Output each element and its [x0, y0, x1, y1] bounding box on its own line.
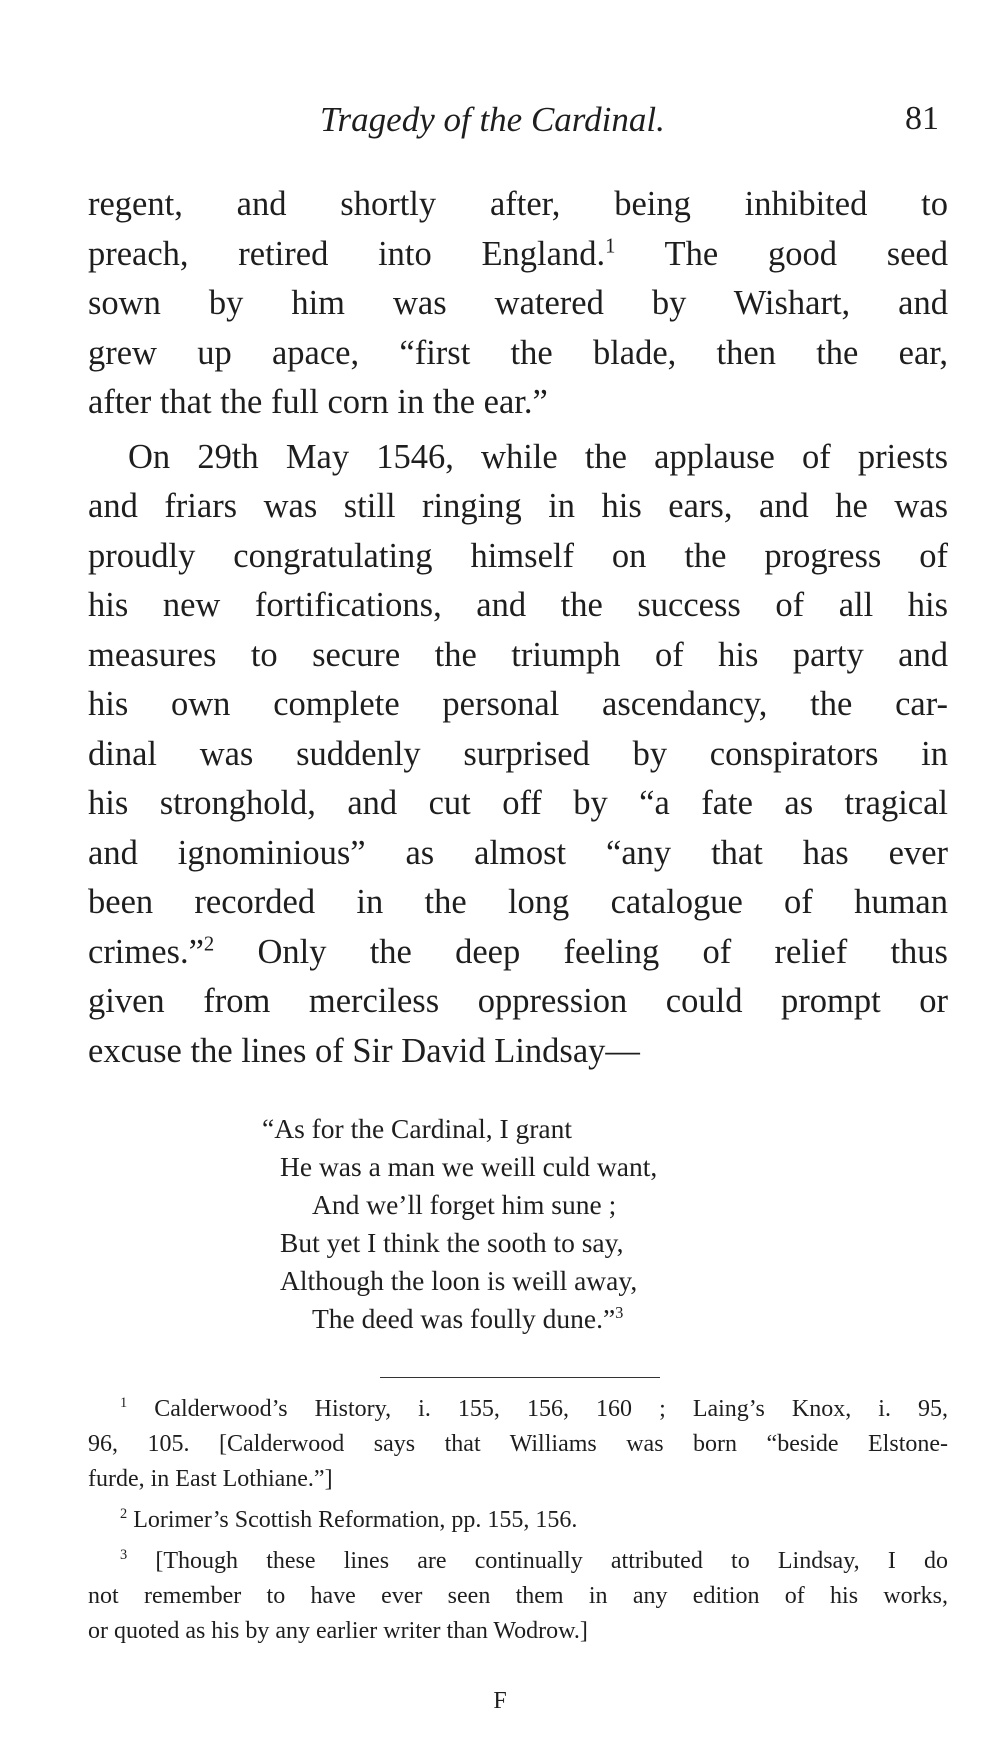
- signature-mark: F: [493, 1688, 507, 1714]
- text-fragment: preach, retired into England.: [88, 234, 606, 273]
- footnote-2: [88, 1503, 948, 1538]
- footnote-1: [88, 1392, 948, 1497]
- text-line: his stronghold, and cut off by “a fate as tragical: [88, 784, 948, 822]
- verse-line: Although the loon is weill away,: [280, 1265, 638, 1296]
- body-text: [88, 180, 948, 1076]
- footnote-marker: 3: [120, 1547, 128, 1563]
- text-line: excuse the lines of Sir David Lindsay—: [88, 1031, 640, 1070]
- text-fragment: The good seed: [615, 234, 948, 273]
- footnote-ref-2: 2: [203, 933, 215, 955]
- verse-line: [262, 1300, 822, 1338]
- text-fragment: Lorimer’s Scottish Reformation, pp. 155, 156.: [133, 1507, 578, 1533]
- text-fragment: The deed was foully dune.”: [312, 1303, 616, 1334]
- text-line: dinal was suddenly surprised by conspirators in: [88, 734, 948, 773]
- text-line: his own complete personal ascendancy, the car-: [88, 685, 948, 723]
- text-line: been recorded in the long catalogue of human: [88, 883, 948, 921]
- footnote-line: or quoted as his by any earlier writer than Wodrow.]: [88, 1618, 588, 1644]
- text-line: and friars was still ringing in his ears, and he was: [88, 487, 948, 525]
- footnote-line: [88, 1544, 948, 1579]
- text-line: and ignominious” as almost “any that has ever: [88, 833, 948, 872]
- text-line: given from merciless oppression could prompt or: [88, 982, 948, 1020]
- text-line: proudly congratulating himself on the progress of: [88, 536, 948, 575]
- paragraph-1: [88, 180, 948, 428]
- running-title: Tragedy of the Cardinal.: [320, 100, 665, 139]
- text-fragment: Only the deep feeling of relief thus: [214, 932, 948, 971]
- verse-line: And we’ll forget him sune ;: [312, 1189, 617, 1220]
- footnote-line: furde, in East Lothiane.”]: [88, 1466, 333, 1492]
- running-head: [0, 100, 1000, 150]
- footnote-line: not remember to have ever seen them in any edition of his works,: [88, 1583, 948, 1609]
- verse-line: He was a man we weill culd want,: [280, 1151, 658, 1182]
- footnote-ref-1: 1: [605, 235, 616, 257]
- footnote-line: 96, 105. [Calderwood says that Williams was born “beside Elstone-: [88, 1431, 948, 1457]
- text-line: after that the full corn in the ear.”: [88, 383, 548, 421]
- footnotes: [88, 1392, 948, 1649]
- text-line: regent, and shortly after, being inhibited to: [88, 185, 948, 223]
- paragraph-2: [88, 433, 948, 1077]
- text-line: his new fortifications, and the success of all his: [88, 586, 948, 624]
- footnote-line: [88, 1503, 948, 1538]
- page-number: 81: [905, 100, 939, 137]
- footnote-marker: 1: [120, 1395, 128, 1411]
- verse-line: “As for the Cardinal, I grant: [262, 1113, 573, 1144]
- verse-quotation: [262, 1110, 822, 1338]
- footnote-line: [88, 1392, 948, 1427]
- text-line: [88, 230, 948, 280]
- verse-line: But yet I think the sooth to say,: [280, 1227, 624, 1258]
- text-line: sown by him was watered by Wishart, and: [88, 284, 948, 322]
- text-fragment: Calderwood’s History, i. 155, 156, 160 ; Laing’s Knox, i. 95,: [154, 1396, 949, 1422]
- footnote-divider: [380, 1377, 660, 1378]
- text-fragment: crimes.”: [88, 932, 204, 971]
- text-line: grew up apace, “first the blade, then the ear,: [88, 333, 948, 372]
- footnote-ref-3: 3: [615, 1302, 624, 1322]
- text-fragment: [Though these lines are continually attributed to Lindsay, I do: [155, 1548, 948, 1574]
- text-line: [88, 928, 948, 978]
- text-line: measures to secure the triumph of his party and: [88, 635, 948, 674]
- text-line: On 29th May 1546, while the applause of priests: [128, 437, 948, 476]
- footnote-marker: 2: [120, 1506, 128, 1522]
- footnote-3: [88, 1544, 948, 1649]
